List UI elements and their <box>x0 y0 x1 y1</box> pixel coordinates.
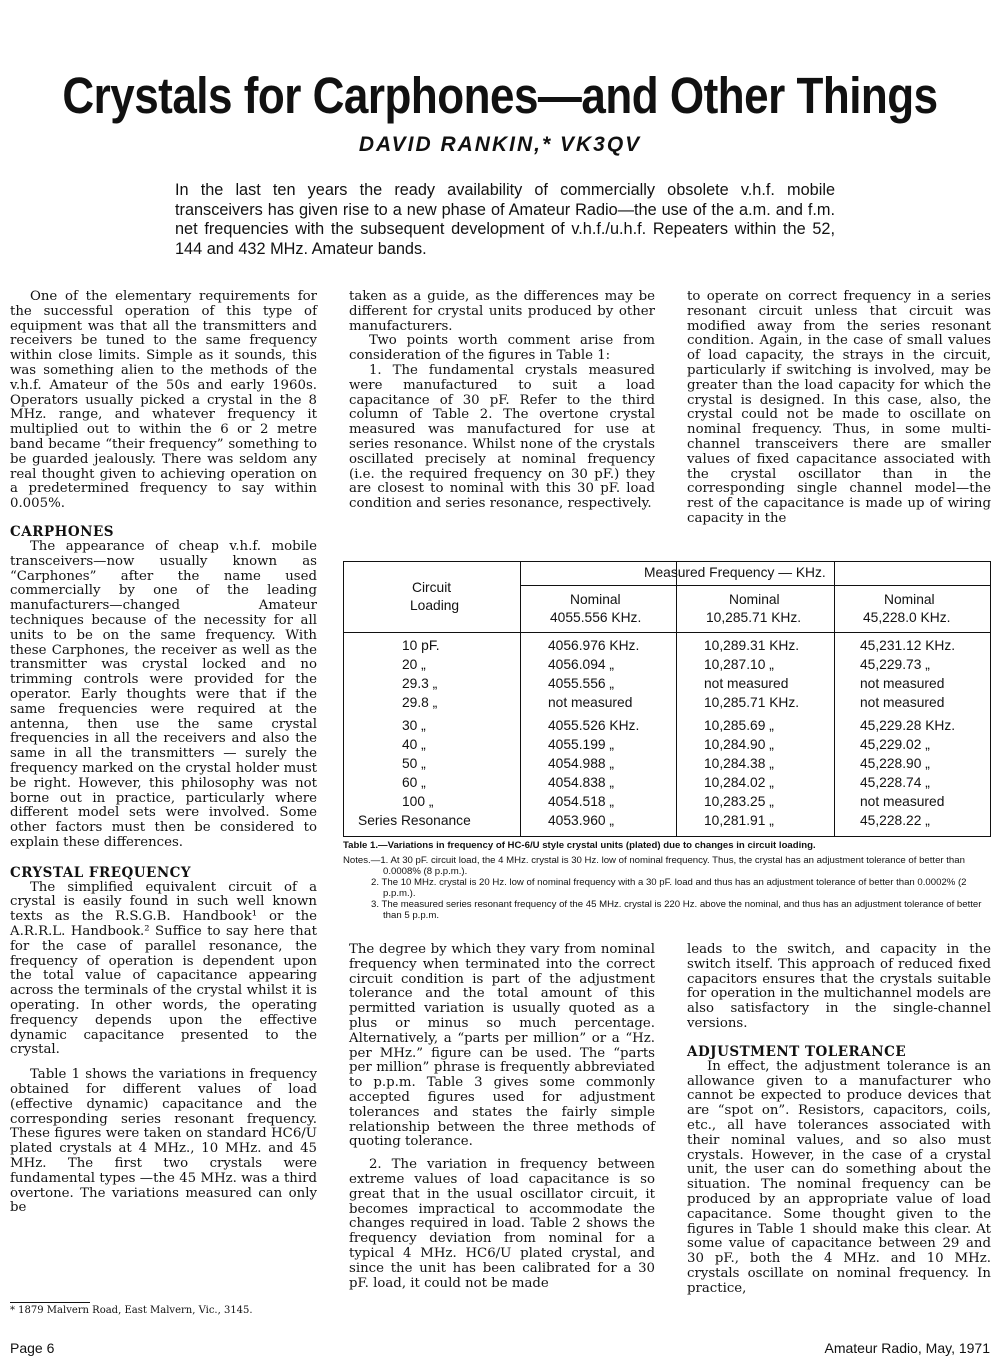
table-cell-frequency: 10,284.90 „ <box>704 737 774 752</box>
table-header-loading: Loading <box>410 598 460 613</box>
paragraph: Table 1 shows the variations in frequency obtained for different values of load (effective dynamic) capacitance and the corresponding series resonant frequency. These figures were taken on standard HC6/U plated crystals at 4 MHz., 10 MHz. and 45 MHz. The first two crystals were fundamental types —the 45 MHz. was a third overtone. The variations measured can only be <box>10 1067 317 1216</box>
table-note-1: Notes.—1. At 30 pF. circuit load, the 4 MHz. crystal is 30 Hz. low of nominal frequency. Thus, the crystal has an adjustment tolerance of better than 0.0008% (8 p.p.m.). <box>343 855 965 877</box>
table-cell-load: 40 „ <box>402 737 426 752</box>
table-nominal-10mhz: 10,285.71 KHz. <box>706 610 802 625</box>
column-1 <box>10 290 317 1216</box>
table-cell-frequency: 4055.556 „ <box>548 676 614 691</box>
table-cell-frequency: not measured <box>860 676 945 691</box>
table-cell-frequency: not measured <box>860 794 945 809</box>
table-cell-frequency: 4056.094 „ <box>548 657 614 672</box>
paragraph: 2. The variation in frequency between extreme values of load capacitance is so great that in the usual oscillator circuit, it becomes impractical to accommodate the changes required in load. Table 2 shows the frequency deviation from nominal for a typical 4 MHz. HC6/U plated crystal, and since the unit has been calibrated for a 30 pF. load, it could not be made <box>349 1157 655 1291</box>
table-cell-load: Series Resonance <box>358 813 471 828</box>
table-cell-load: 29.3 „ <box>402 676 438 691</box>
table-cell-frequency: 4053.960 „ <box>548 813 614 828</box>
table-cell-frequency: 45,228.74 „ <box>860 775 930 790</box>
table-cell-frequency: 4056.976 KHz. <box>548 638 640 653</box>
table-header-nominal-2: Nominal <box>729 592 780 607</box>
table-cell-frequency: 45,228.22 „ <box>860 813 930 828</box>
table-cell-frequency: 10,287.10 „ <box>704 657 774 672</box>
article-standfirst: In the last ten years the ready availability of commercially obsolete v.h.f. mobile transceivers has given rise to a new phase of Amateur Radio—the use of the a.m. and f.m. net frequencies with the subsequent development of v.h.f./u.h.f. Repeaters within the 52, 144 and 432 MHz. Amateur bands. <box>175 181 835 258</box>
table-cell-load: 50 „ <box>402 756 426 771</box>
table-header-nominal-1: Nominal <box>570 592 621 607</box>
table-cell-load: 60 „ <box>402 775 426 790</box>
table-cell-load: 29.8 „ <box>402 695 438 710</box>
table-1 <box>343 561 991 837</box>
table-nominal-4mhz: 4055.556 KHz. <box>550 610 642 625</box>
column-3-top <box>687 290 991 527</box>
table-cell-frequency: 45,229.02 „ <box>860 737 930 752</box>
page-number: Page 6 <box>10 1340 55 1356</box>
paragraph: The simplified equivalent circuit of a crystal is easily found in such well known texts as the R.S.G.B. Handbook¹ or the A.R.R.L. Handbook.² Suffice to say here that for the case of parallel resonance, the frequency of operation is dependent upon the total value of capacitance appearing across the terminals of the crystal whilst it is operating. In other words, the operating frequency depends upon the effective dynamic capacitance presented to the crystal. <box>10 879 317 1058</box>
table-cell-frequency: 10,284.02 „ <box>704 775 774 790</box>
table-caption-text: Table 1.—Variations in frequency of HC-6/U style crystal units (plated) due to changes in circuit loading. <box>343 840 816 851</box>
table-cell-load: 100 „ <box>402 794 434 809</box>
column-2-bottom <box>349 943 655 1291</box>
table-1-caption <box>343 840 993 921</box>
table-cell-frequency: 4054.838 „ <box>548 775 614 790</box>
paragraph: 1. The fundamental crystals measured were manufactured to suit a load capacitance of 30 pF. Refer to the third column of Table 2. The overtone crystal measured was manufactured for use at series resonance. Whilst none of the crystals oscillated precisely at nominal frequency (i.e. the required frequency on 30 pF.) they are closest to nominal with this 30 pF. load condition and series resonance, respectively. <box>349 362 655 512</box>
paragraph: to operate on correct frequency in a series resonant circuit unless that circuit was modified away from the series resonant condition. Again, in the case of small values of load capacity, the strays in the circuit, particularly if switching is involved, may be greater than the load capacity for which the crystal is designed. In this case, also, the crystal could not be made to oscillate on nominal frequency. Thus, in some multi-channel transceivers there are smaller values of fixed capacitance associated with the crystal oscillator than in the corresponding single channel model—the rest of the capacitance is made up of wiring capacity in the <box>687 289 991 526</box>
paragraph: The degree by which they vary from nominal frequency when terminated into the correct circuit condition is part of the adjustment tolerance and the total amount of this permitted variation is usually quoted as a plus or minus so much percentage. Alternatively, a “parts per million” or a “Hz. per MHz.” figure can be used. The “parts per million” phrase is frequently abbreviated to p.p.m. Table 3 gives some commonly accepted figures used for adjustment tolerances and states the fairly simple relationship between the three methods of quoting tolerance. <box>349 942 655 1150</box>
table-cell-frequency: 4054.988 „ <box>548 756 614 771</box>
table-note-2: 2. The 10 MHz. crystal is 20 Hz. low of nominal frequency with a 30 pF. load and thus has an adjustment tolerance of better than 0.0002% (2 p.p.m.). <box>371 877 967 899</box>
table-cell-frequency: 45,231.12 KHz. <box>860 638 956 653</box>
table-note-3: 3. The measured series resonant frequency of the 45 MHz. crystal is 220 Hz. above the nominal, and thus has an adjustment tolerance of better than 5 p.p.m. <box>371 899 982 921</box>
article-title: Crystals for Carphones—and Other Things <box>62 68 938 125</box>
table-cell-frequency: 10,285.71 KHz. <box>704 695 800 710</box>
table-cell-frequency: not measured <box>548 695 633 710</box>
table-header-circuit: Circuit <box>412 580 452 595</box>
magazine-issue: Amateur Radio, May, 1971 <box>824 1340 990 1356</box>
table-cell-frequency: 10,281.91 „ <box>704 813 774 828</box>
table-cell-frequency: 10,283.25 „ <box>704 794 774 809</box>
table-cell-frequency: 45,229.28 KHz. <box>860 718 956 733</box>
paragraph: Two points worth comment arise from consideration of the figures in Table 1: <box>349 333 655 364</box>
section-heading-crystal-frequency: CRYSTAL FREQUENCY <box>10 864 192 881</box>
table-cell-frequency: 4055.199 „ <box>548 737 614 752</box>
paragraph: leads to the switch, and capacity in the switch itself. This approach of reduced fixed capacitors ensures that the crystals suitable for operation in the multichannel models are also satisfactory in the single-channel versions. <box>687 942 991 1031</box>
table-cell-frequency: 4054.518 „ <box>548 794 614 809</box>
paragraph: One of the elementary requirements for the successful operation of this type of equipment was that all the transmitters and receivers be tuned to the same frequency within close limits. Simple as it sounds, this was something alien to the methods of the v.h.f. Amateur of the 50s and early 1960s. Operators usually picked a crystal in the 8 MHz. range, and whatever frequency it multiplied out to within the 6 or 2 metre band became “their frequency” something to be guarded jealously. There was seldom any real thought given to achieving operation on a predetermined frequency to say within 0.005%. <box>10 289 317 512</box>
column-2-top <box>349 290 655 512</box>
column-3-bottom <box>687 943 991 1297</box>
table-cell-frequency: 45,229.73 „ <box>860 657 930 672</box>
table-cell-frequency: not measured <box>704 676 789 691</box>
author-byline: DAVID RANKIN,* VK3QV <box>358 133 642 156</box>
author-footnote: * 1879 Malvern Road, East Malvern, Vic., 3145. <box>10 1305 253 1316</box>
paragraph: The appearance of cheap v.h.f. mobile transceivers—now usually known as “Carphones” after the name used commercially by one of the leading manufacturers—changed Amateur techniques because of the necessity for all units to be on the same frequency. With these Carphones, the receiver as well as the transmitter was crystal locked and no trimming controls were provided for the operator. Early thoughts were that if the same frequencies were required at the antenna, then use the same crystal frequencies in all the receivers and also the same in all the transmitters — surely the frequency marked on the crystal holder must be right. However, this philosophy was not borne out in practice, particularly where different model sets were involved. Some other factors must then be considered to explain these differences. <box>10 538 317 850</box>
table-nominal-45mhz: 45,228.0 KHz. <box>863 610 951 625</box>
section-heading-adjustment-tolerance: ADJUSTMENT TOLERANCE <box>687 1043 907 1060</box>
table-header-nominal-3: Nominal <box>884 592 935 607</box>
table-cell-load: 10 pF. <box>402 638 440 653</box>
table-cell-frequency: 10,284.38 „ <box>704 756 774 771</box>
table-cell-frequency: 4055.526 KHz. <box>548 718 640 733</box>
table-header-measured: Measured Frequency — KHz. <box>644 565 826 580</box>
table-cell-frequency: not measured <box>860 695 945 710</box>
table-cell-load: 20 „ <box>402 657 426 672</box>
table-cell-frequency: 10,289.31 KHz. <box>704 638 800 653</box>
table-cell-load: 30 „ <box>402 718 426 733</box>
section-heading-carphones: CARPHONES <box>10 523 114 540</box>
paragraph: taken as a guide, as the differences may be different for crystal units produced by other manufacturers. <box>349 289 655 334</box>
paragraph: In effect, the adjustment tolerance is an allowance given to a manufacturer who cannot be expected to produce devices that are “spot on”. Resistors, capacitors, coils, etc., all have tolerances associated with their nominal values, and so also must crystals. However, in the case of a crystal unit, the user can do something about the situation. The nominal frequency can be produced by an appropriate value of load capacitance. Some thought given to the figures in Table 1 should make this clear. At some value of capacitance between 29 and 30 pF., both the 4 MHz. and 10 MHz. crystals oscillate on nominal frequency. In practice, <box>687 1058 991 1296</box>
table-cell-frequency: 10,285.69 „ <box>704 718 774 733</box>
table-cell-frequency: 45,228.90 „ <box>860 756 930 771</box>
